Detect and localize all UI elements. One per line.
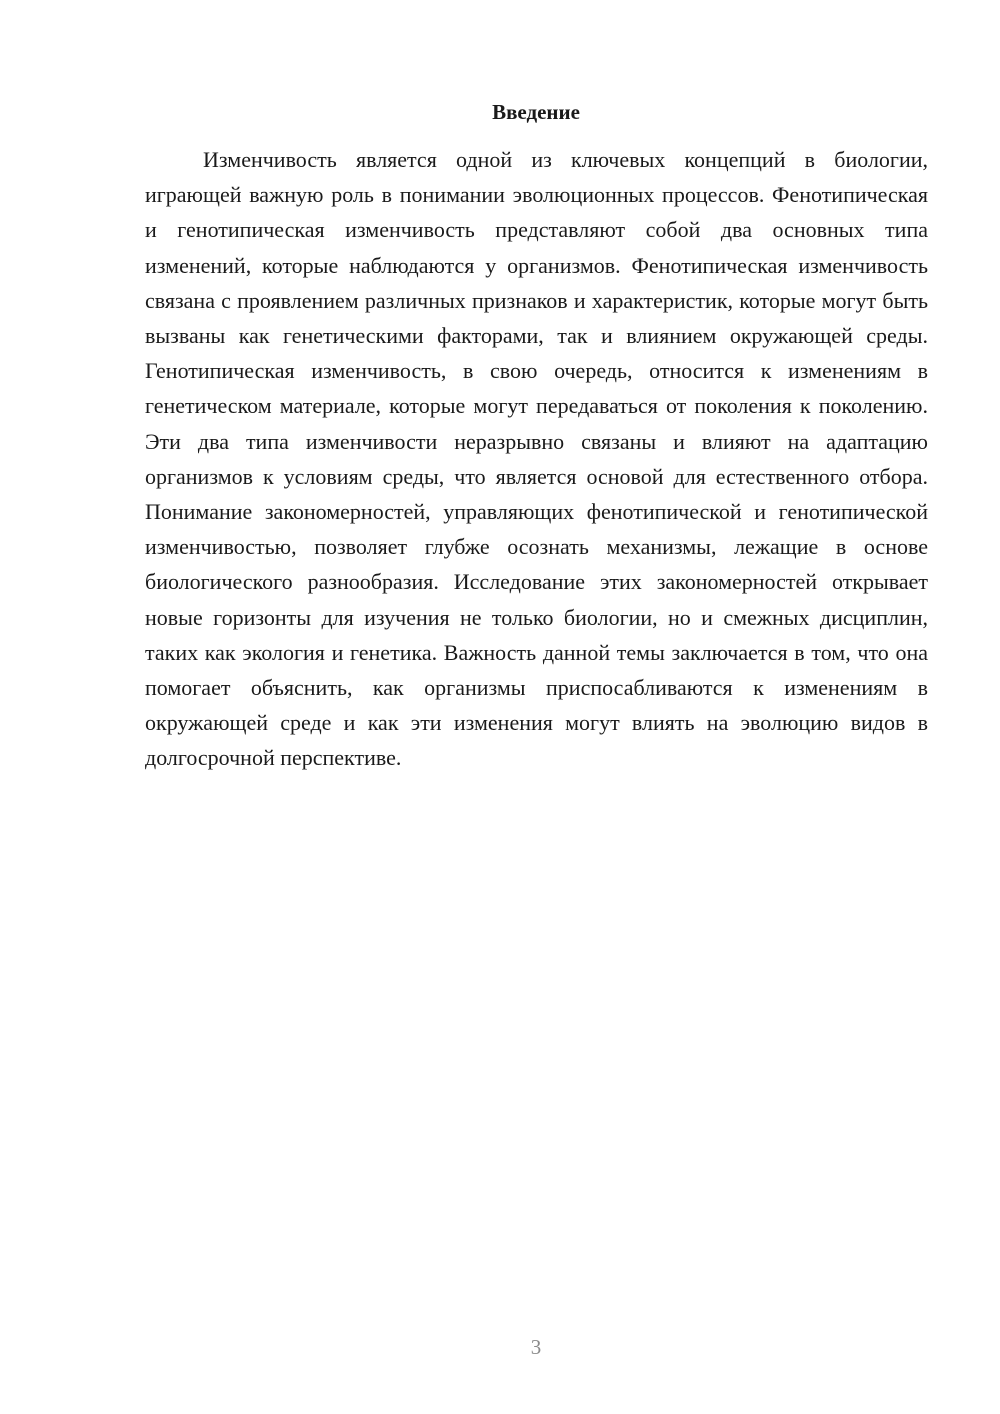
body-paragraph: Изменчивость является одной из ключевых концепций в биологии, играющей важную роль в понимании эволюционных процессов. Фенотипическая и генотипическая изменчивость представляют собой два основных типа изменений, которые наблюдаются у организмов. Фенотипическая изменчивость связана с проявлением различных признаков и характеристик, которые могут быть вызваны как генетическими факторами, так и влиянием окружающей среды. Генотипическая изменчивость, в свою очередь, относится к изменениям в генетическом материале, которые могут передаваться от поколения к поколению. Эти два типа изменчивости неразрывно связаны и влияют на адаптацию организмов к условиям среды, что является основой для естественного отбора. Понимание закономерностей, управляющих фенотипической и генотипической изменчивостью, позволяет глубже осознать механизмы, лежащие в основе биологического разнообразия. Исследование этих закономерностей открывает новые горизонты для изучения не только биологии, но и смежных дисциплин, таких как экология и генетика. Важность данной темы заключается в том, что она помогает объяснить, как организмы приспосабливаются к изменениям в окружающей среде и как эти изменения могут влиять на эволюцию видов в долгосрочной перспективе.: [145, 147, 928, 771]
section-heading: Введение: [492, 100, 580, 124]
page-number: 3: [530, 1335, 542, 1359]
